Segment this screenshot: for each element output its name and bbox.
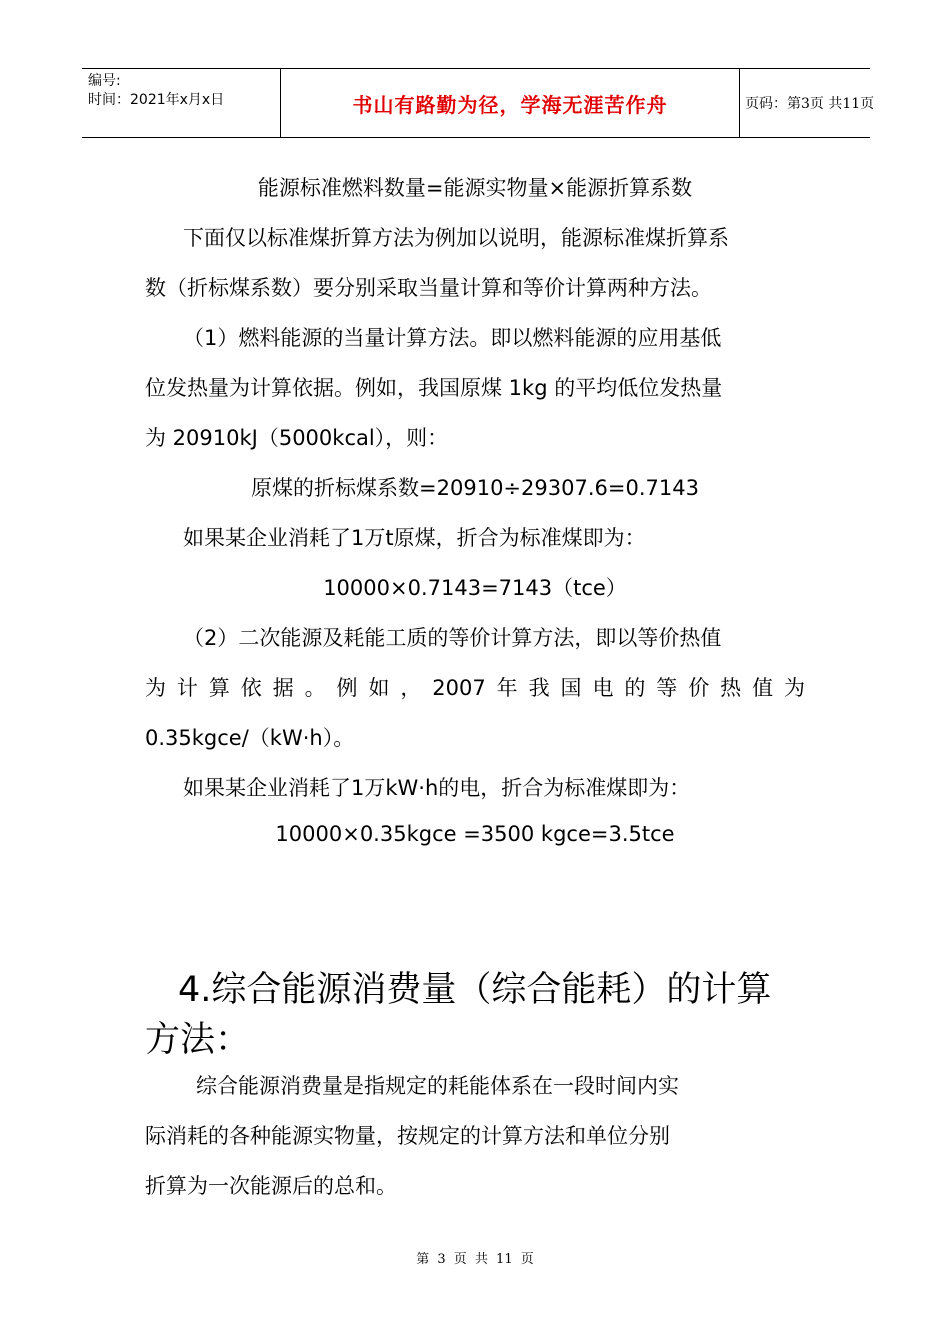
motto-text: 书山有路勤为径，学海无涯苦作舟: [352, 92, 668, 117]
paragraph-1-line-1: 下面仅以标准煤折算方法为例加以说明，能源标准煤折算系: [183, 226, 729, 250]
number-label: 编号:: [88, 73, 121, 89]
section-heading-line-1: 4.综合能源消费量（综合能耗）的计算: [178, 970, 772, 1010]
formula-coal-result: 10000×0.7143=7143（tce）: [323, 576, 627, 600]
header-meta: [82, 69, 280, 140]
time-label: 时间：2021年x月x日: [88, 92, 225, 108]
paragraph-4-line-3: 0.35kgce/（kW·h）。: [145, 726, 355, 750]
section-heading-line-2: 方法：: [145, 1020, 251, 1060]
paragraph-4-line-2: 为计算依据。例如，2007年我国电的等价热值为: [145, 676, 805, 700]
formula-coal-coefficient: 原煤的折标煤系数=20910÷29307.6=0.7143: [251, 476, 699, 500]
page-footer: 第 3 页 共 11 页: [416, 1252, 534, 1267]
paragraph-6-line-1: 综合能源消费量是指规定的耗能体系在一段时间内实: [196, 1074, 679, 1098]
page-header: [82, 68, 875, 138]
header-motto-cell: [280, 69, 740, 137]
paragraph-4-line-1: （2）二次能源及耗能工质的等价计算方法，即以等价热值: [183, 626, 722, 650]
page-info: 页码：第3页 共11页: [745, 96, 875, 112]
formula-standard-fuel: 能源标准燃料数量=能源实物量×能源折算系数: [257, 176, 693, 200]
paragraph-6-line-2: 际消耗的各种能源实物量，按规定的计算方法和单位分别: [145, 1124, 670, 1148]
paragraph-2-line-2: 位发热量为计算依据。例如，我国原煤 1kg 的平均低位发热量: [145, 376, 723, 400]
paragraph-5: 如果某企业消耗了1万kW·h的电，折合为标准煤即为：: [183, 776, 691, 800]
formula-electricity-result: 10000×0.35kgce =3500 kgce=3.5tce: [275, 822, 675, 846]
paragraph-2-line-3: 为 20910kJ（5000kcal），则：: [145, 426, 449, 450]
paragraph-1-line-2: 数（折标煤系数）要分别采取当量计算和等价计算两种方法。: [145, 276, 712, 300]
paragraph-6-line-3: 折算为一次能源后的总和。: [145, 1174, 397, 1198]
paragraph-2-line-1: （1）燃料能源的当量计算方法。即以燃料能源的应用基低: [183, 326, 722, 350]
paragraph-3: 如果某企业消耗了1万t原煤，折合为标准煤即为：: [183, 526, 646, 550]
